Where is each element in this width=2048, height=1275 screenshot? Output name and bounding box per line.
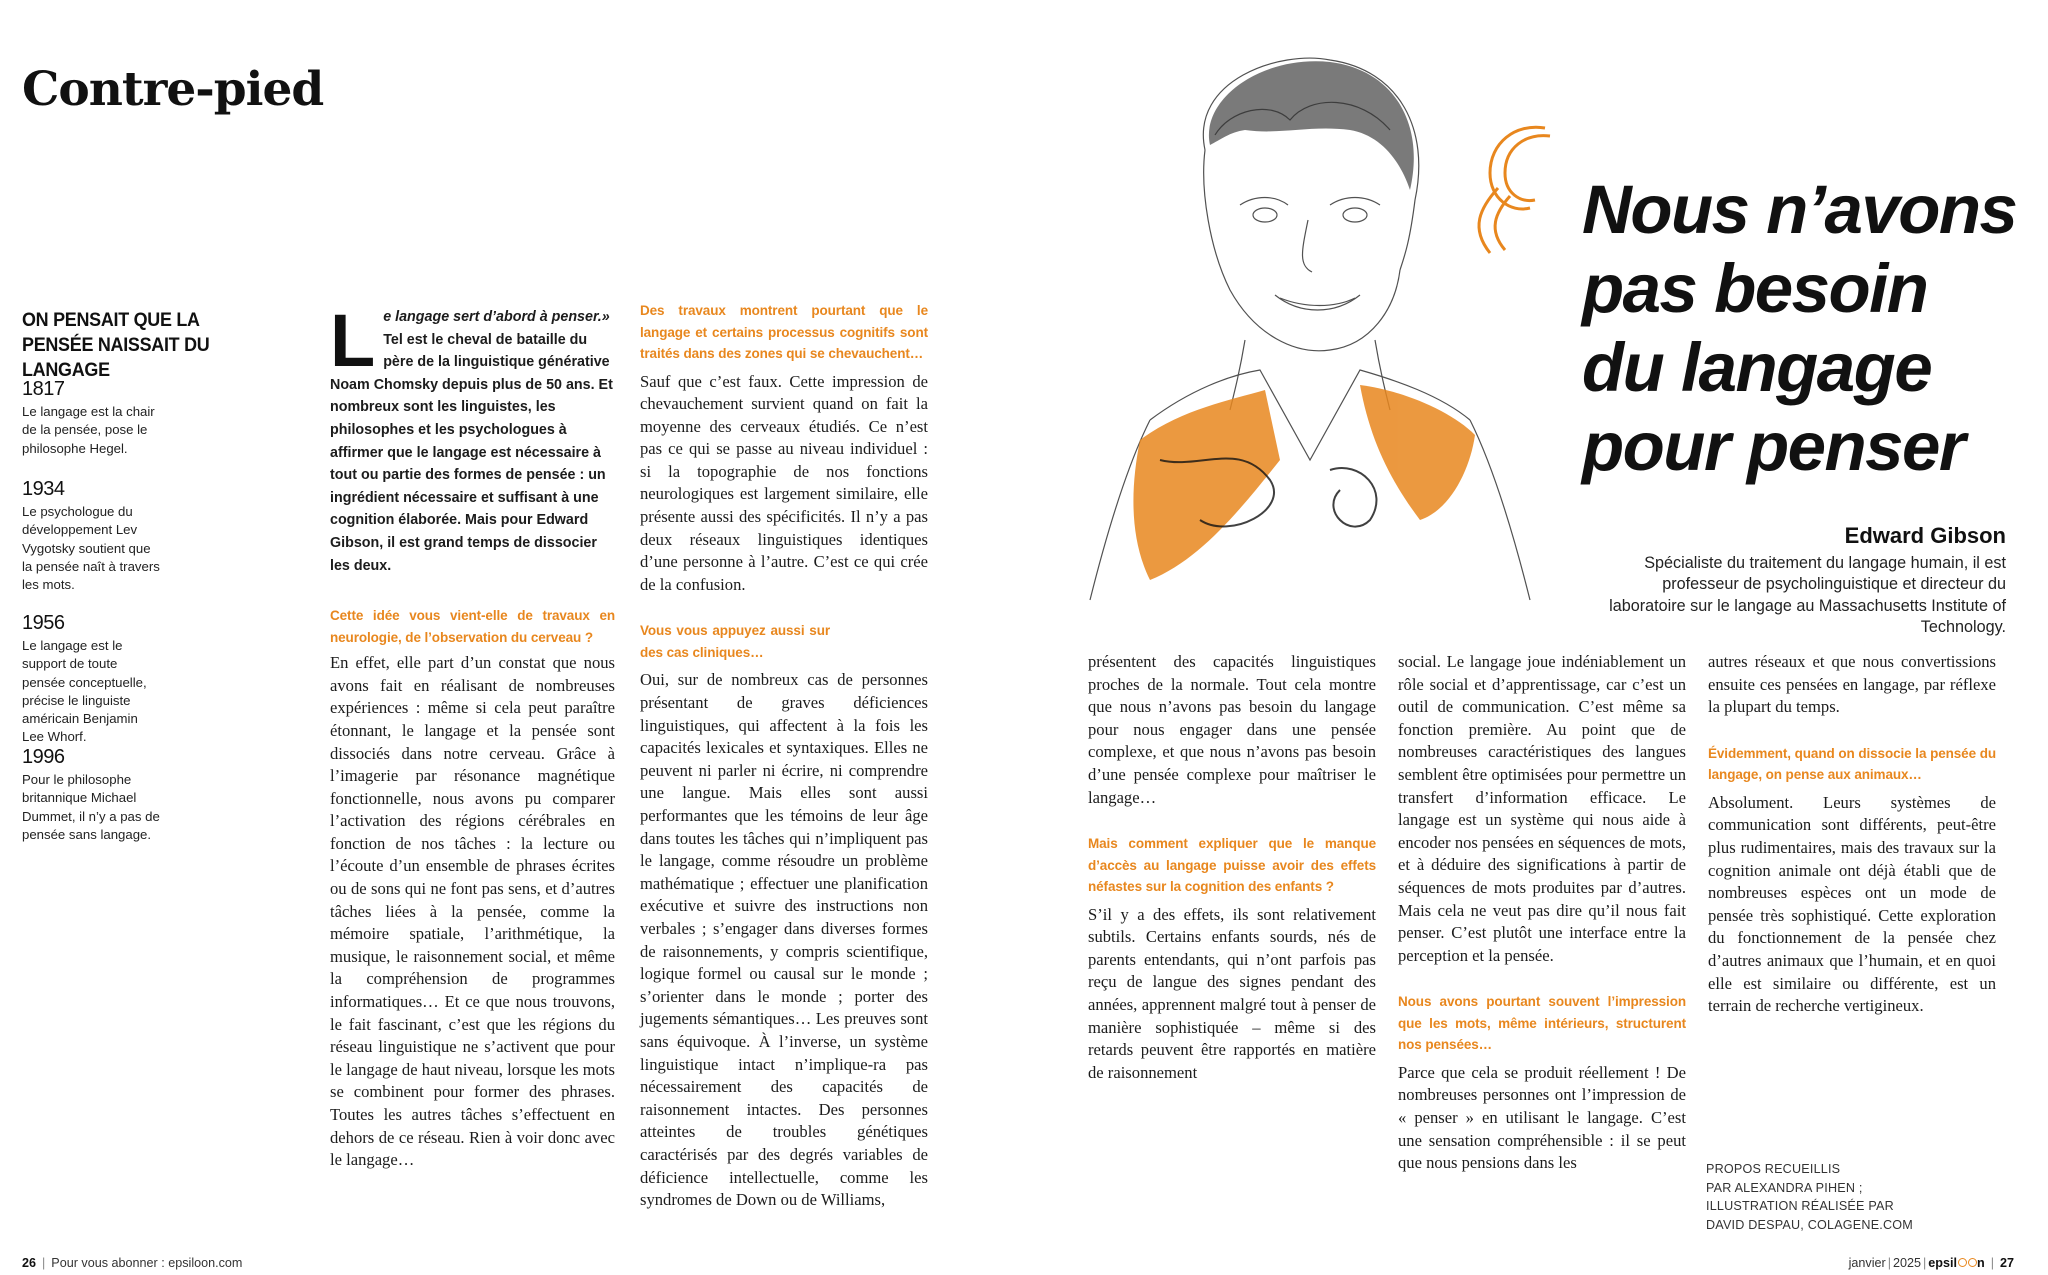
page-number-left: 26	[22, 1256, 37, 1270]
quote-mark-icon	[1460, 118, 1580, 258]
section-title: Contre-pied	[22, 62, 324, 117]
intro-quote: e langage sert d’abord à penser.»	[383, 309, 610, 325]
interview-question: Évidemment, quand on dissocie la pensée du langage, on pense aux animaux…	[1708, 745, 1996, 783]
page-number-right: 27	[1999, 1256, 2014, 1270]
interview-answer: présentent des capacités linguistiques proches de la normale. Tout cela montre que nous n’avons pas besoin du langage pour nous engager dans une pensée complexe, et que nous n’avons pas besoin d’une pensée complexe pour maîtriser le langage…	[1088, 652, 1376, 807]
interview-answer: Sauf que c’est faux. Cette impression de chevauchement survient quand on fait la moyenne des cerveaux étudiés. Ce n’est pas ce qui se passe au niveau individuel : si la topographie de nos fonctions neurologiques est largement similaire, elle présente aussi des spécificités. Il n’y a pas deux réseaux linguistiques identiques d’une personne à l’autre. C’est ce qui crée de la confusion.	[640, 371, 928, 594]
timeline-text: Le langage est la chair de la pensée, pose le philosophe Hegel.	[22, 404, 155, 456]
footer-right: janvier | 2025 | epsil n | 27	[1848, 1256, 2014, 1270]
timeline-text: Le psychologue du développement Lev Vygotsky soutient que la pensée naît à travers les mots.	[22, 504, 160, 593]
article-column-2	[640, 300, 928, 1212]
timeline-year: 1996	[22, 746, 65, 768]
footer-year: 2025	[1892, 1256, 1922, 1270]
timeline-entry	[22, 378, 162, 458]
timeline-entry	[22, 612, 162, 747]
credits-line: ILLUSTRATION RÉALISÉE PAR	[1706, 1199, 1894, 1213]
footer-left: 26 | Pour vous abonner : epsiloon.com	[22, 1256, 243, 1270]
interviewee-bio: Spécialiste du traitement du langage humain, il est professeur de psycholinguistique et directeur du laboratoire sur le langage au Massachusetts Institute of Technology.	[1609, 554, 2006, 636]
article-column-4	[1398, 651, 1686, 1175]
brand-logo: epsil n	[1928, 1256, 1985, 1270]
article-column-1	[330, 299, 615, 1172]
interview-answer: social. Le langage joue indéniablement un rôle social et d’apprentissage, car c’est un outil de communication. C’est même sa fonction première. Au point que de nombreuses caractéristiques des langues semblent être optimisées pour permettre un transfert d’information efficace. Le langage est un système qui nous aide à encoder nos pensées en séquences de mots, et à déduire des significations à partir de séquences de mots produites par d’autres. Mais cela ne veut pas dire qu’il nous fait penser. C’est plutôt une interface entre la perception et la pensée.	[1398, 652, 1686, 965]
subscribe-link[interactable]: Pour vous abonner : epsiloon.com	[51, 1256, 243, 1270]
article-intro	[330, 299, 615, 577]
footer-month: janvier	[1848, 1256, 1886, 1270]
sidebar-heading: ON PENSAIT QUE LA PENSÉE NAISSAIT DU LANGAGE	[22, 309, 210, 381]
timeline-text: Pour le philosophe britannique Michael Dummet, il n’y a pas de pensée sans langage.	[22, 772, 160, 842]
interview-answer: En effet, elle part d’un constat que nous avons fait en réalisant de nombreuses expériences : même si cela peut paraître étonnant, le langage et la pensée sont dissociés dans notre cerveau. Grâce à l’imagerie par résonance magnétique fonctionnelle, nous avons pu comparer l’activation des régions cérébrales en fonction de nos tâches : la lecture ou l’écoute d’un ensemble de phrases écrites ou de sons qui ne font pas sens, et d’autres tâches liées à la pensée, comme la mémoire spatiale, l’arithmétique, la musique, le raisonnement social, et même la compréhension de programmes informatiques… Et ce que nous trouvons, le fait fascinant, c’est que les régions du réseau linguistique ne s’activent que pour le langage de haut niveau, lorsque les mots se combinent pour former des phrases. Toutes les autres tâches s’effectuent en dehors de ce réseau. Rien à voir donc avec le langage…	[330, 653, 615, 1170]
timeline-text: Le langage est le support de toute pensée conceptuelle, précise le linguiste américain Benjamin Lee Whorf.	[22, 638, 147, 745]
credits-line: PAR ALEXANDRA PIHEN ;	[1706, 1180, 1863, 1195]
logo-ring-icon	[1958, 1258, 1967, 1267]
drop-cap: L	[330, 299, 376, 382]
article-column-5	[1708, 651, 1996, 1018]
interview-answer: S’il y a des effets, ils sont relativement subtils. Certains enfants sourds, nés de parents entendants, qui n’ont parfois pas reçu de langue des signes pendant des années, apprennent malgré tout à penser de manière sophistiquée – même si des retards peuvent être rapportés en matière de raisonnement	[1088, 904, 1376, 1082]
credits-line: PROPOS RECUEILLIS	[1706, 1162, 1841, 1176]
article-column-3	[1088, 651, 1376, 1084]
interview-answer: Oui, sur de nombreux cas de personnes présentant de graves déficiences linguistiques, qui affectent à la fois les capacités lexicales et syntaxiques. Elles ne peuvent ni parler ni écrire, ni comprendre une langue. Mais elles sont aussi performantes que les témoins de leur âge dans toutes les tâches qui n’impliquent pas le langage, comme résoudre un problème mathématique ; effectuer une planification exécutive et suivre des instructions non verbales ; s’engager dans diverses formes de raisonnements, y compris scientifique, logique formel ou causal sur le monde ; s’orienter dans le monde ; porter des jugements sémantiques… Les preuves sont sans équivoque. À l’inverse, un système linguistique intact n’implique-ra pas nécessairement des capacités de raisonnement intactes. Des personnes atteintes de troubles génétiques caractérisés par des degrés variables de déficience intellectuelle, comme les syndromes de Down ou de Williams,	[640, 670, 928, 1210]
credits	[1706, 1160, 1913, 1234]
interview-question: Vous vous appuyez aussi sur des cas cliniques…	[640, 623, 830, 660]
interview-question: Des travaux montrent pourtant que le langage et certains processus cognitifs sont traités dans des zones qui se chevauchent…	[640, 303, 928, 361]
logo-ring-icon	[1968, 1258, 1977, 1267]
interview-question: Mais comment expliquer que le manque d’accès au langage puisse avoir des effets néfastes sur la cognition des enfants ?	[1088, 836, 1376, 895]
timeline-entry	[22, 478, 162, 594]
interview-question: Cette idée vous vient-elle de travaux en neurologie, de l’observation du cerveau ?	[330, 608, 615, 645]
headline: Nous n’avons pas besoin du langage pour penser	[1582, 171, 2017, 485]
timeline-entry	[22, 746, 162, 844]
interview-question: Nous avons pourtant souvent l’impression que les mots, même intérieurs, structurent nos pensées…	[1398, 994, 1686, 1053]
interview-answer: Parce que cela se produit réellement ! De nombreuses personnes ont l’impression de « penser » en utilisant le langage. C’est une sensation compréhensible : il se peut que nous pensions dans les	[1398, 1062, 1686, 1173]
interview-answer: autres réseaux et que nous convertissions ensuite ces pensées en langage, par réflexe la plupart du temps.	[1708, 652, 1996, 717]
timeline-year: 1934	[22, 478, 65, 500]
interview-answer: Absolument. Leurs systèmes de communication sont différents, peut-être plus rudimentaires, mais des travaux sur la cognition animale ont déjà établi que de nombreuses espèces ont un mode de pensée très sophistiqué. Cette exploration du fonctionnement de la pensée chez d’autres animaux que l’humain, et en quoi elle est similaire ou différente, est un terrain de recherche vertigineux.	[1708, 792, 1996, 1016]
timeline-year: 1956	[22, 612, 65, 634]
interviewee-name: Edward Gibson	[1844, 523, 2006, 548]
intro-text: Tel est le cheval de bataille du père de la linguistique générative Noam Chomsky depuis plus de 50 ans. Et nombreux sont les linguistes, les philosophes et les psychologues à affirmer que le langage est nécessaire à tout ou partie des formes de pensée : un ingrédient nécessaire et suffisant à une cognition élaborée. Mais pour Edward Gibson, il est grand temps de dissocier les deux.	[330, 331, 613, 574]
credits-line: DAVID DESPAU, COLAGENE.COM	[1706, 1217, 1913, 1232]
timeline-year: 1817	[22, 378, 65, 400]
